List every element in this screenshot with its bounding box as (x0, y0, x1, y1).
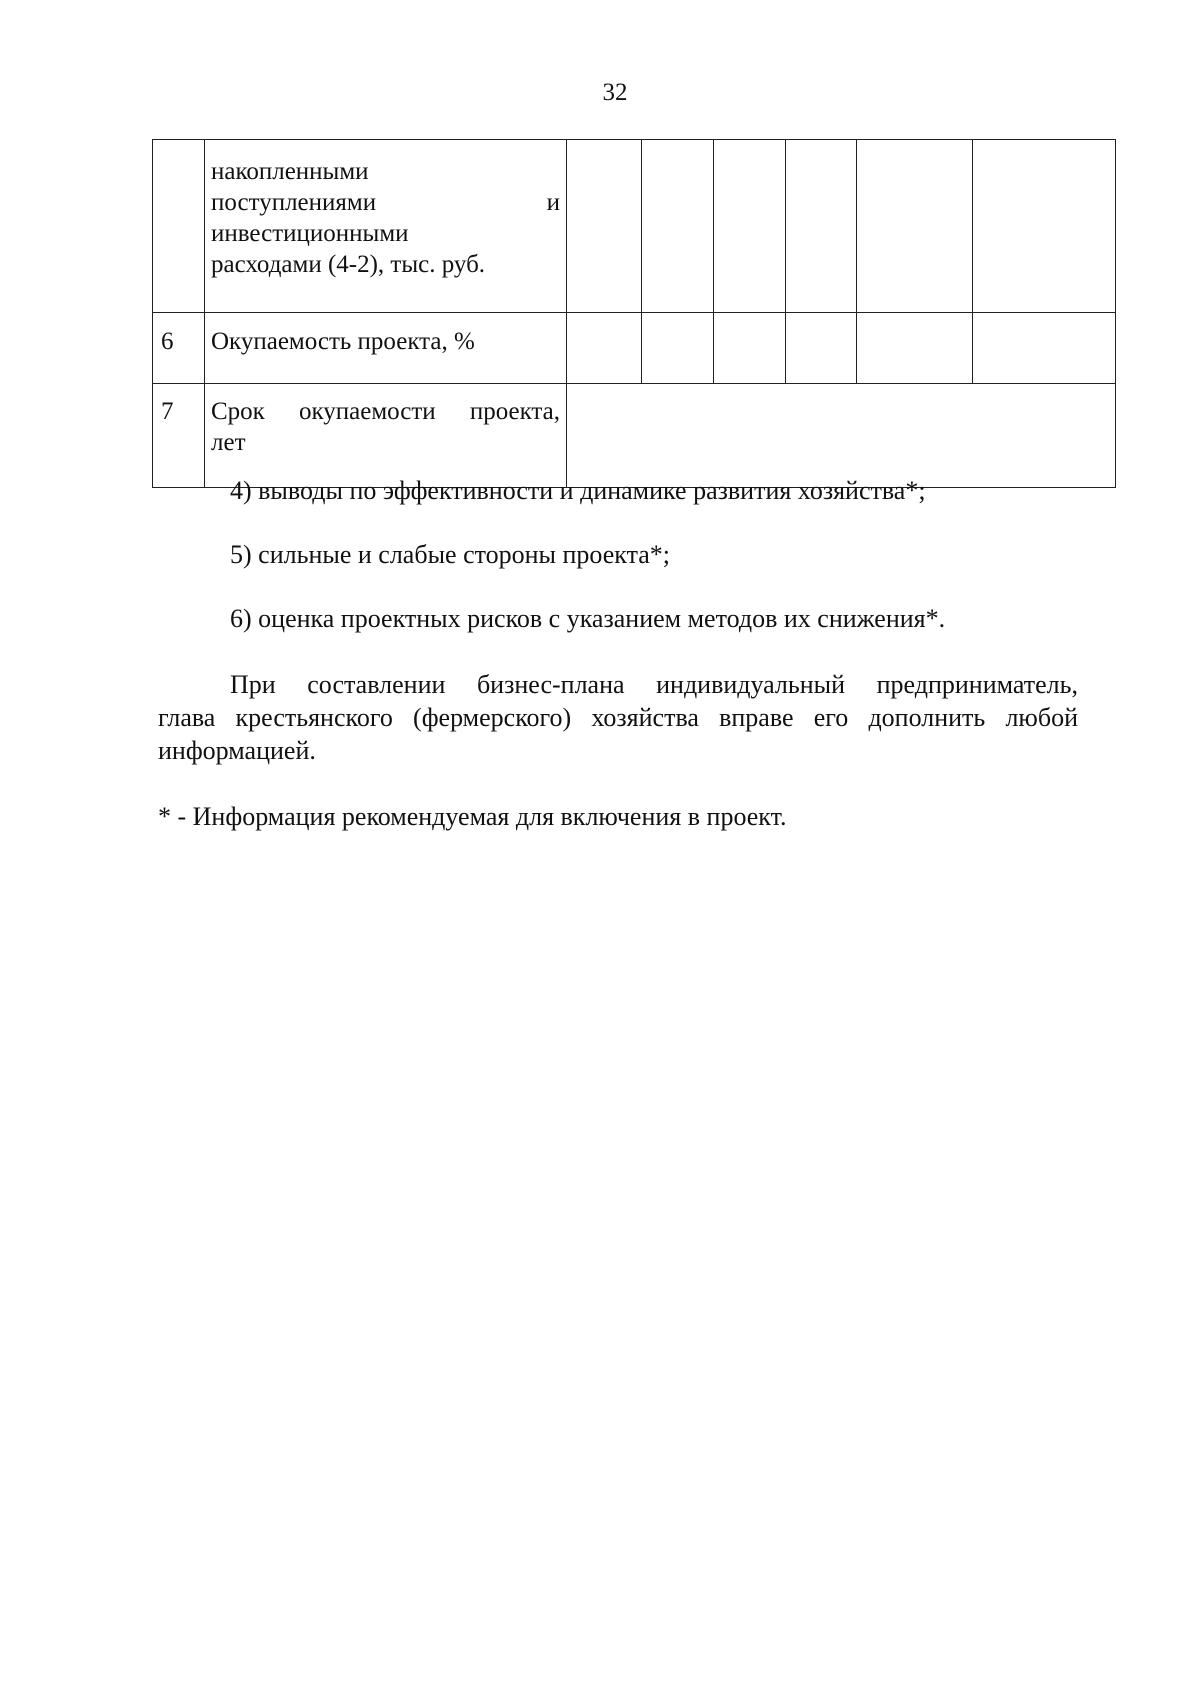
table-row (153, 313, 1116, 384)
label-line (211, 187, 560, 218)
table-row (153, 140, 1116, 313)
table-row (153, 384, 1116, 488)
value-cell (857, 313, 973, 384)
list-item-4: 4) выводы по эффективности и динамике развития хозяйства*; (230, 476, 926, 505)
value-cell (642, 313, 714, 384)
page-number: 32 (602, 79, 628, 106)
label-word: поступлениями (211, 189, 377, 216)
label-line: накопленными (211, 158, 369, 185)
label-line: Срок окупаемости проекта, (211, 398, 560, 425)
value-cell (642, 140, 714, 313)
value-cell (567, 140, 642, 313)
merged-value-cell (567, 384, 1116, 488)
value-cell (786, 313, 857, 384)
label-line: инвестиционными (211, 220, 409, 247)
value-cell (714, 313, 786, 384)
value-cell (973, 140, 1116, 313)
value-cell (714, 140, 786, 313)
paragraph-line: При составлении бизнес-плана индивидуальный предприниматель, (230, 670, 1078, 699)
value-cell (567, 313, 642, 384)
value-cell (786, 140, 857, 313)
row-number-cell: 6 (153, 313, 205, 384)
value-cell (857, 140, 973, 313)
list-item-6: 6) оценка проектных рисков с указанием методов их снижения*. (230, 604, 946, 633)
paragraph-line: информацией. (158, 736, 316, 765)
row-label-cell (205, 384, 567, 488)
closing-paragraph (158, 668, 1078, 767)
label-line: лет (211, 429, 246, 456)
label-line: расходами (4-2), тыс. руб. (211, 251, 486, 278)
indicators-table (152, 139, 1116, 488)
footnote: * - Информация рекомендуемая для включения в проект. (158, 802, 787, 831)
row-number-cell: 7 (153, 384, 205, 488)
list-item-5: 5) сильные и слабые стороны проекта*; (230, 540, 671, 569)
row-label-cell (205, 140, 567, 313)
label-word: и (546, 189, 560, 216)
row-number-cell (153, 140, 205, 313)
value-cell (973, 313, 1116, 384)
paragraph-line: глава крестьянского (фермерского) хозяйства вправе его дополнить любой (158, 703, 1078, 732)
row-label-cell: Окупаемость проекта, % (205, 313, 567, 384)
